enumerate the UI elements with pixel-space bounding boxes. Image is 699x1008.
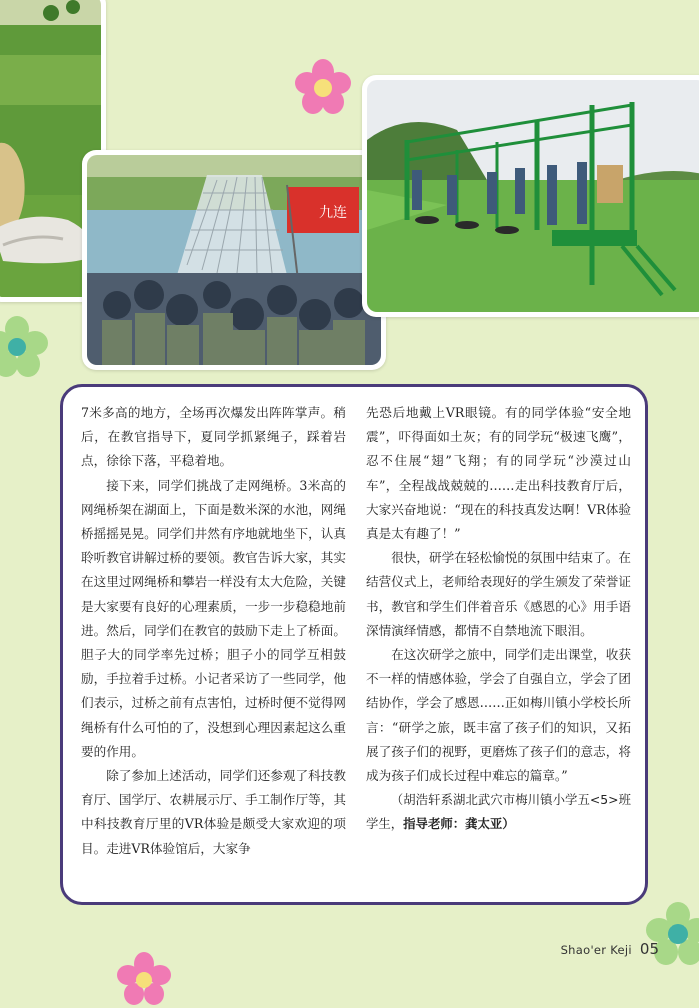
article-column-left bbox=[81, 401, 346, 892]
photo-net-bridge bbox=[82, 150, 386, 370]
page-number: 05 bbox=[639, 940, 659, 958]
article-text-box bbox=[60, 384, 648, 905]
author-info: （胡浩轩系湖北武穴市梅川镇小学五<5>班学生， bbox=[366, 792, 631, 832]
pink-flower-icon bbox=[116, 952, 172, 1008]
paragraph: 先恐后地戴上VR眼镜。有的同学体验“安全地震”，吓得面如土灰；有的同学玩“极速飞鹰”，忍不住展“翅”飞翔；有的同学玩“沙漠过山车”，全程战战兢兢的……走出科技教育厅后，大家兴奋地说：“现在的科技真发达啊！VR体验真是太有趣了！” bbox=[366, 405, 631, 542]
page-footer bbox=[561, 940, 659, 958]
paragraph: 很快，研学在轻松愉悦的氛围中结束了。在结营仪式上，老师给表现好的学生颁发了荣誉证书，教官和学生们伴着音乐《感恩的心》用手语深情演绎情感，都情不自禁地流下眼泪。 bbox=[366, 550, 631, 638]
paragraph: 在这次研学之旅中，同学们走出课堂，收获不一样的情感体验，学会了自强自立，学会了团结协作，学会了感恩……正如梅川镇小学校长所言：“研学之旅，既丰富了孩子们的知识，又拓展了孩子们的视野，更磨炼了孩子们的意志，将成为孩子们成长过程中难忘的篇章。” bbox=[366, 647, 631, 784]
magazine-name: Shao'er Keji bbox=[560, 943, 632, 957]
photo-climbing-frame bbox=[362, 75, 699, 317]
advisor-info: 指导老师：龚太亚） bbox=[403, 816, 515, 832]
flag-text: 九连 bbox=[319, 205, 347, 221]
article-column-right bbox=[366, 401, 631, 892]
paragraph: 接下来，同学们挑战了走网绳桥。3米高的网绳桥架在湖面上，下面是数米深的水池，网绳桥摇摇晃晃。同学们井然有序地就地坐下，认真聆听教官讲解过桥的要领。教官告诉大家，其实在这里过网绳桥和攀岩一样没有太大危险，关键是大家要有良好的心理素质，一步一步稳稳地前进。然后，同学们在教官的鼓励下走上了桥面。胆子大的同学率先过桥；胆子小的同学互相鼓励，手拉着手过桥。小记者采访了一些同学，他们表示，过桥之前有点害怕，过桥时便不觉得网绳桥有什么可怕的了，没想到心理因素起这么重要的作用。 bbox=[81, 477, 346, 759]
author-credit bbox=[366, 788, 631, 836]
pink-flower-icon bbox=[293, 58, 353, 116]
green-flower-icon bbox=[0, 316, 48, 378]
paragraph: 7米多高的地方，全场再次爆发出阵阵掌声。稍后，在教官指导下，夏同学抓紧绳子，踩着岩点，徐徐下落，平稳着地。 bbox=[81, 405, 346, 469]
paragraph: 除了参加上述活动，同学们还参观了科技教育厅、国学厅、农耕展示厅、手工制作厅等，其中科技教育厅里的VR体验是颇受大家欢迎的项目。走进VR体验馆后，大家争 bbox=[81, 768, 346, 856]
